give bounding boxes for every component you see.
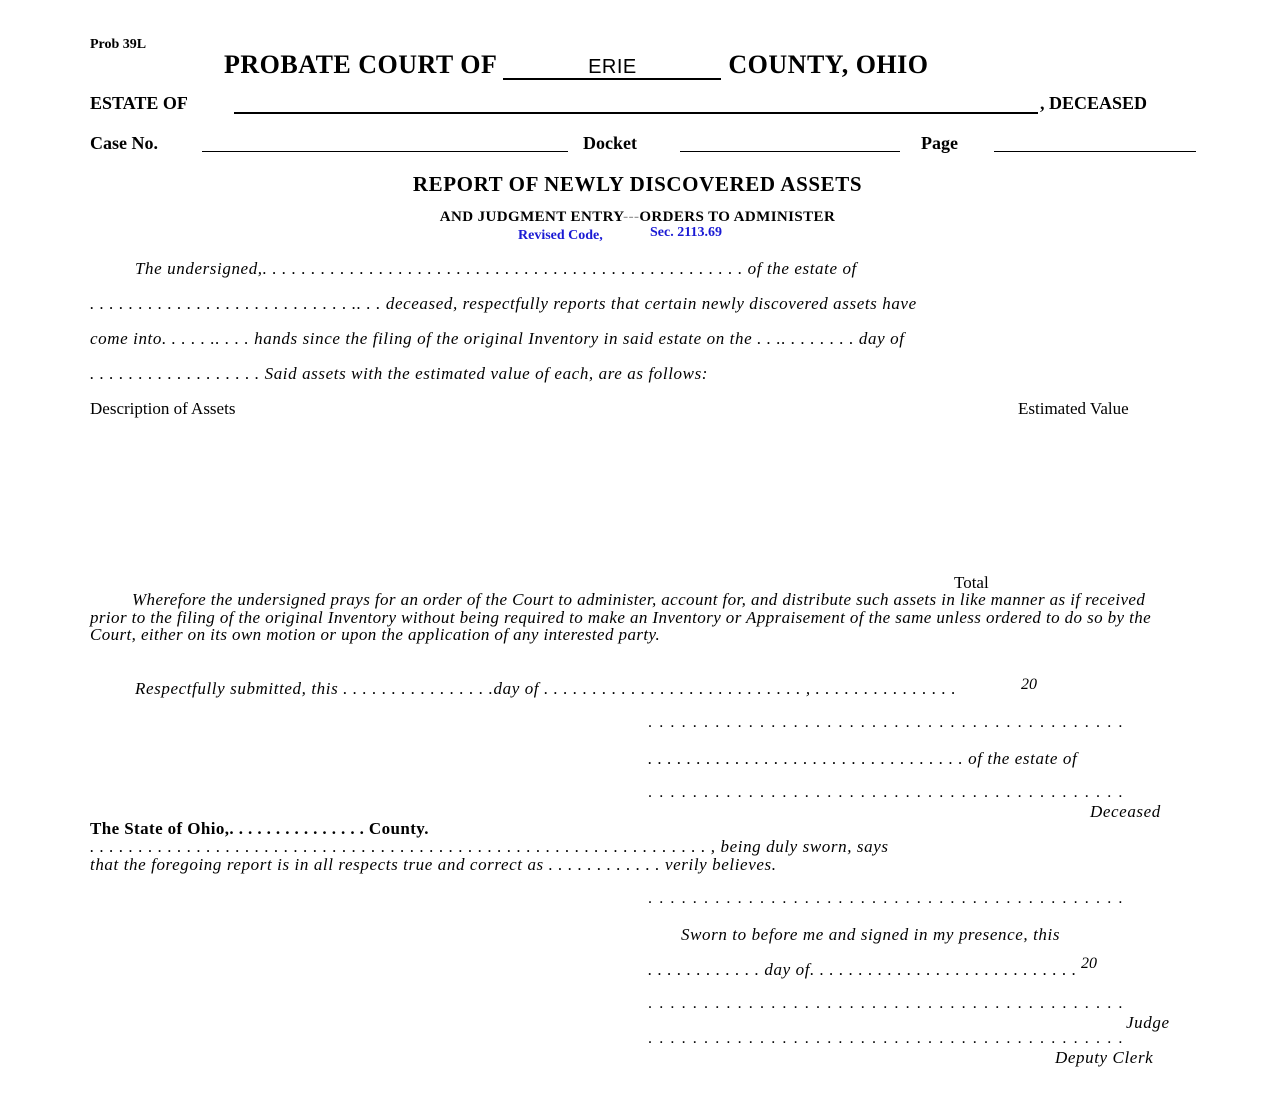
court-suffix: COUNTY, OHIO bbox=[728, 50, 929, 79]
deceased-label: , DECEASED bbox=[1040, 93, 1148, 113]
page-field[interactable] bbox=[994, 151, 1196, 152]
sworn-line: . . . . . . . . . . . . . . . . . . . . . . . . . . . . . . . . . . . . . . . . . . . . . . . . . . . . . . . . . . . . . . . . , being duly sworn, says bbox=[90, 837, 889, 856]
form-id: Prob 39L bbox=[90, 37, 147, 52]
judge-caption: Judge bbox=[1126, 1013, 1170, 1032]
clerk-signature-line[interactable]: . . . . . . . . . . . . . . . . . . . . . . . . . . . . . . . . . . . . . . . . . . . bbox=[648, 1030, 1124, 1047]
report-title: REPORT OF NEWLY DISCOVERED ASSETS bbox=[412, 172, 863, 196]
belief-line: that the foregoing report is in all respects true and correct as . . . . . . . . . . . . verily believes. bbox=[90, 855, 777, 874]
case-no-label: Case No. bbox=[90, 133, 158, 153]
subtitle-dash: --- bbox=[623, 209, 640, 225]
page-label: Page bbox=[921, 133, 958, 153]
value-column-header: Estimated Value bbox=[1018, 399, 1129, 418]
jurat-line-2: . . . . . . . . . . . . day of. . . . . . . . . . . . . . . . . . . . . . . . . . . . bbox=[648, 960, 1077, 979]
subtitle-part1: AND JUDGMENT ENTRY bbox=[439, 209, 624, 225]
court-prefix: PROBATE COURT OF bbox=[224, 50, 497, 79]
estate-name-field[interactable] bbox=[234, 112, 1038, 114]
prayer-paragraph bbox=[90, 591, 1186, 644]
body-line-2: . . . . . . . . . . . . . . . . . . . . . . . . . . . .. . . deceased, respectfully reports that certain newly discovered assets have bbox=[90, 294, 917, 313]
body-line-1: The undersigned,. . . . . . . . . . . . . . . . . . . . . . . . . . . . . . . . . . . . . . . . . . . . . . . . . . of the estate of bbox=[135, 259, 857, 278]
jurat-line-1: Sworn to before me and signed in my presence, this bbox=[681, 925, 1061, 944]
case-no-field[interactable] bbox=[202, 151, 568, 152]
court-heading bbox=[224, 50, 928, 80]
docket-label: Docket bbox=[583, 133, 637, 153]
jurat-year-prefix: 20 bbox=[1081, 955, 1097, 972]
deceased-caption: Deceased bbox=[1090, 802, 1161, 821]
state-county-line: The State of Ohio,. . . . . . . . . . . . . . . County. bbox=[90, 819, 429, 838]
prayer-text: Wherefore the undersigned prays for an order of the Court to administer, account for, and distribute such assets in like manner as if received prior to the filing of the original Inventory without being required to make an Inventory or Appraisement of the same unless ordered to do so by the Court, either on its own motion or upon the application of any interested party. bbox=[90, 590, 1152, 644]
docket-field[interactable] bbox=[680, 151, 900, 152]
signature-line-1[interactable]: . . . . . . . . . . . . . . . . . . . . . . . . . . . . . . . . . . . . . . . . . . . bbox=[648, 714, 1124, 731]
report-subtitle bbox=[0, 209, 1275, 226]
signature-line-2[interactable]: . . . . . . . . . . . . . . . . . . . . . . . . . . . . . . . . . of the estate of bbox=[648, 749, 1078, 768]
description-column-header: Description of Assets bbox=[90, 399, 236, 418]
judge-signature-line[interactable]: . . . . . . . . . . . . . . . . . . . . . . . . . . . . . . . . . . . . . . . . . . . bbox=[648, 995, 1124, 1012]
estate-of-label: ESTATE OF bbox=[90, 93, 188, 113]
revised-code-label: Revised Code, bbox=[518, 228, 603, 243]
subtitle-part2: ORDERS TO ADMINISTER bbox=[639, 209, 836, 225]
affiant-signature-line[interactable]: . . . . . . . . . . . . . . . . . . . . . . . . . . . . . . . . . . . . . . . . . . . bbox=[648, 890, 1124, 907]
body-line-3: come into. . . . . .. . . . hands since the filing of the original Inventory in said estate on the . . .. . . . . . . . day of bbox=[90, 329, 905, 348]
signature-line-3[interactable]: . . . . . . . . . . . . . . . . . . . . . . . . . . . . . . . . . . . . . . . . . . . bbox=[648, 784, 1124, 801]
section-reference: Sec. 2113.69 bbox=[650, 225, 722, 240]
submission-year-prefix: 20 bbox=[1021, 676, 1037, 693]
submission-line: Respectfully submitted, this . . . . . . . . . . . . . . . .day of . . . . . . . . . . . . . . . . . . . . . . . . . . . , . . . . . . . . . . . . . . . bbox=[135, 679, 957, 698]
county-field[interactable]: ERIE bbox=[503, 56, 721, 80]
body-line-4: . . . . . . . . . . . . . . . . . . Said assets with the estimated value of each, are as follows: bbox=[90, 364, 709, 383]
assets-entry-area[interactable] bbox=[90, 424, 1186, 570]
total-label: Total bbox=[954, 573, 989, 592]
clerk-caption: Deputy Clerk bbox=[1055, 1048, 1154, 1067]
